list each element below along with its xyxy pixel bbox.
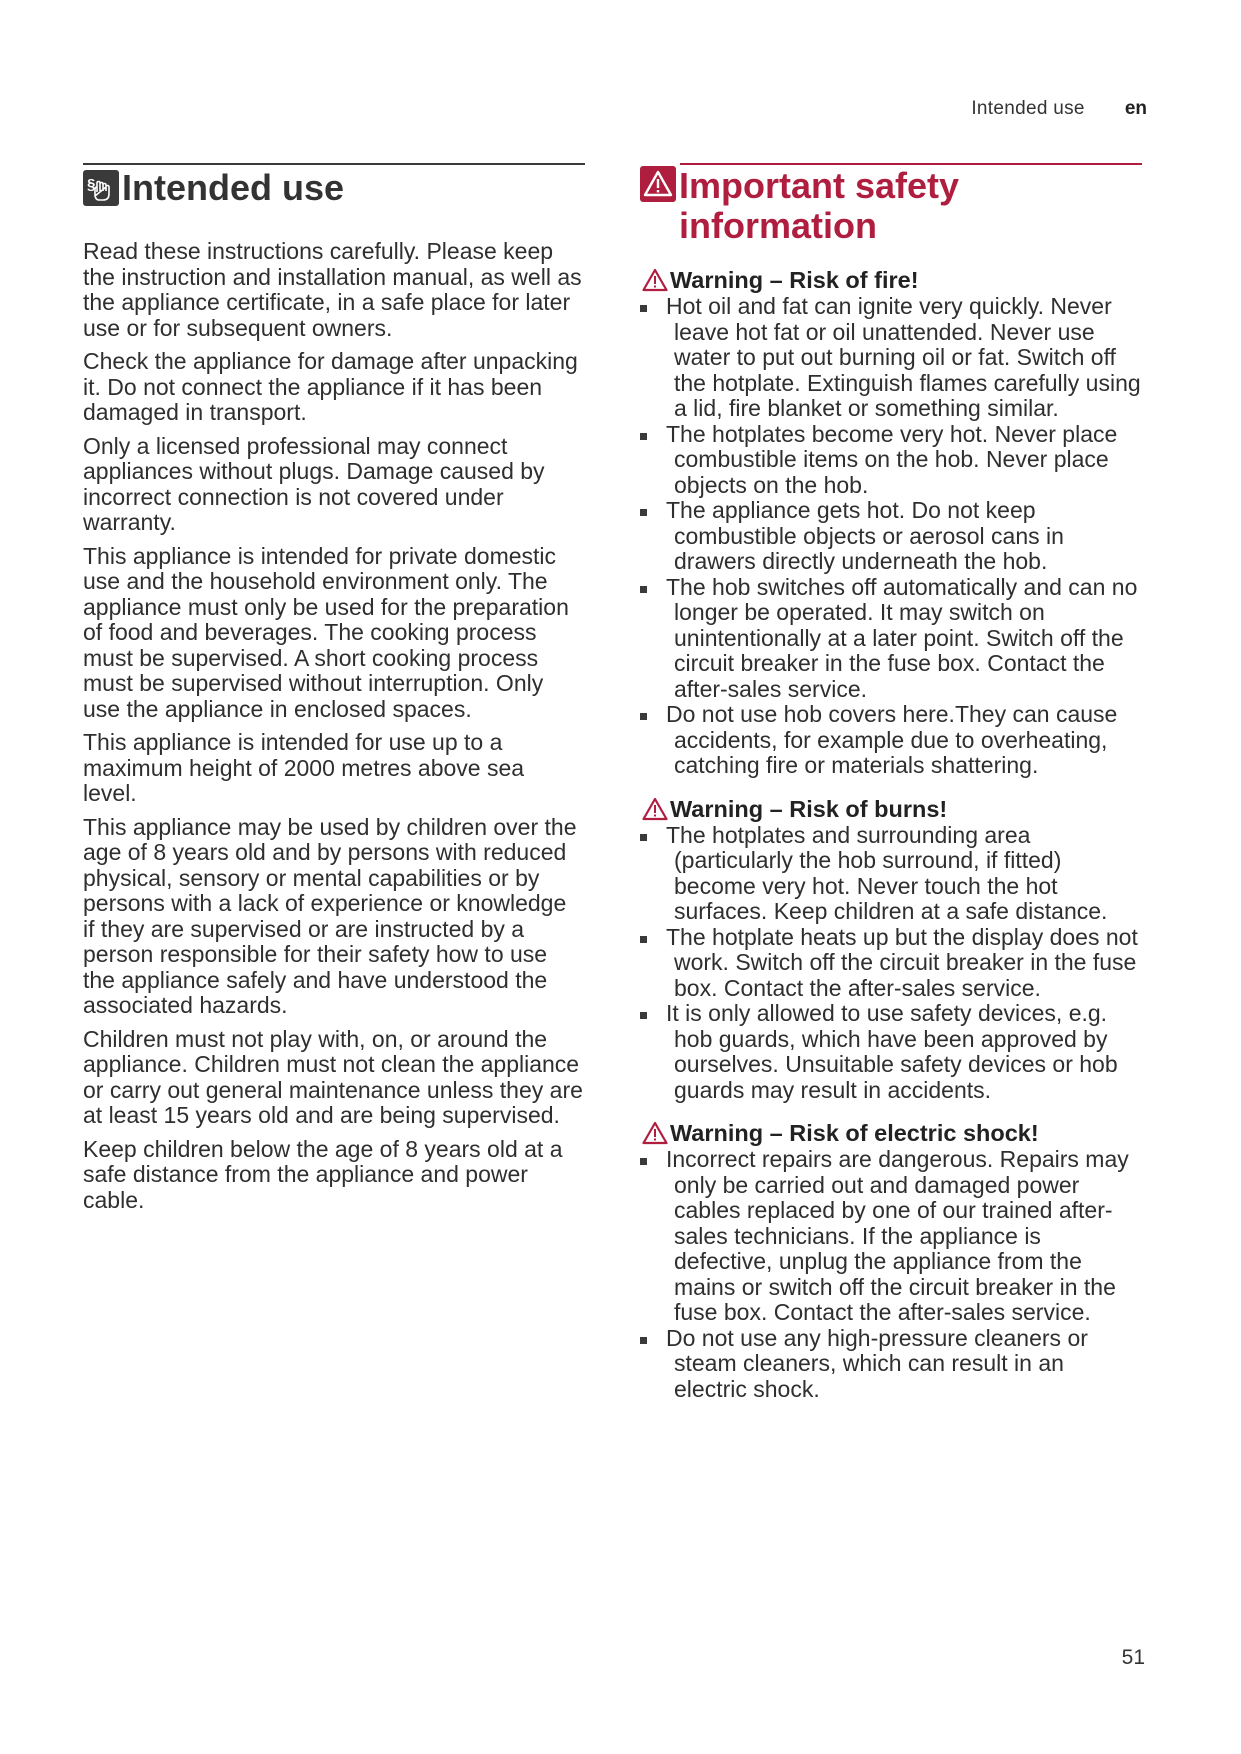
warning-title: [640, 1119, 1142, 1147]
bullet-square-icon: [640, 1337, 647, 1344]
list-item-text: It is only allowed to use safety devices, e.g. hob guards, which have been approved by ourselves. Unsuitable safety devices or hob guards may result in accidents.: [666, 1000, 1118, 1103]
list-item-text: The hob switches off automatically and can no longer be operated. It may switch on unintentionally at a later point. Switch off the circuit breaker in the fuse box. Contact the after-sales service.: [666, 573, 1138, 702]
warning-triangle-icon: [642, 268, 670, 292]
bullet-square-icon: [640, 305, 647, 312]
warning-triangle-icon: [642, 1121, 670, 1145]
warning-title: [640, 795, 1142, 823]
warning-block: [640, 1119, 1142, 1402]
warning-block: [640, 795, 1142, 1104]
warning-title-text: Warning – Risk of fire!: [670, 267, 919, 293]
language-code: en: [1124, 98, 1147, 119]
bullet-square-icon: [640, 509, 647, 516]
warning-title: [640, 266, 1142, 294]
list-item-text: The hotplates and surrounding area (particularly the hob surround, if fitted) become very hot. Never touch the hot surfaces. Keep children at a safe distance.: [666, 821, 1108, 924]
list-item: [640, 294, 1142, 422]
safety-heading: [640, 166, 1142, 246]
paragraph: Children must not play with, on, or around the appliance. Children must not clean the appliance or carry out general maintenance unless they are at least 15 years old and are being supervised.: [83, 1025, 583, 1128]
running-header-section: Intended use: [971, 98, 1085, 119]
intended-use-column: [83, 162, 583, 1221]
safety-column: [640, 162, 1142, 1402]
safety-title-line1: Important safety: [679, 165, 960, 206]
intended-use-body: [83, 239, 583, 1213]
paragraph: Only a licensed professional may connect appliances without plugs. Damage caused by incorrect connection is not covered under warranty.: [83, 432, 545, 535]
warning-items: [640, 294, 1142, 779]
warning-title-text: Warning – Risk of electric shock!: [670, 1120, 1039, 1146]
warnings-list: [640, 266, 1142, 1402]
intended-use-heading: [83, 166, 583, 210]
list-item: [640, 1001, 1142, 1103]
list-item-text: The hotplates become very hot. Never place combustible items on the hob. Never place objects on the hob.: [666, 420, 1118, 498]
paragraph: Keep children below the age of 8 years old at a safe distance from the appliance and power cable.: [83, 1135, 563, 1213]
intended-use-title: Intended use: [122, 167, 345, 208]
list-item: [640, 498, 1142, 575]
paragraph: Check the appliance for damage after unpacking it. Do not connect the appliance if it has been damaged in transport.: [83, 348, 578, 425]
list-item: [640, 823, 1142, 925]
list-item: [640, 1326, 1142, 1403]
bullet-square-icon: [640, 586, 647, 593]
list-item: [640, 1147, 1142, 1326]
list-item-text: The hotplate heats up but the display does not work. Switch off the circuit breaker in the fuse box. Contact the after-sales service.: [666, 923, 1138, 1001]
safety-title-line2: information: [679, 205, 877, 246]
svg-text:§: §: [87, 176, 96, 193]
bullet-square-icon: [640, 1012, 647, 1019]
list-item-text: The appliance gets hot. Do not keep combustible objects or aerosol cans in drawers directly underneath the hob.: [666, 497, 1064, 574]
bullet-square-icon: [640, 1158, 647, 1165]
list-item-text: Incorrect repairs are dangerous. Repairs may only be carried out and damaged power cables replaced by one of our trained after-sales technicians. If the appliance is defective, unplug the appliance from the mains or switch off the circuit breaker in the fuse box. Contact the after-sales service.: [666, 1146, 1129, 1325]
bullet-square-icon: [640, 713, 647, 720]
warning-title-text: Warning – Risk of burns!: [670, 795, 948, 822]
warning-triangle-icon: [642, 797, 670, 821]
paragraph: This appliance is intended for use up to a maximum height of 2000 metres above sea level.: [83, 729, 525, 806]
list-item-text: Do not use hob covers here.They can cause accidents, for example due to overheating, catching fire or materials shattering.: [666, 701, 1118, 778]
list-item: [640, 575, 1142, 703]
running-header: [971, 98, 1147, 120]
list-item: [640, 925, 1142, 1002]
list-item: [640, 702, 1142, 779]
paragraph: This appliance is intended for private domestic use and the household environment only. The appliance must only be used for the preparation of food and beverages. The cooking process must be supervised. A short cooking process must be supervised without interruption. Only use the appliance in enclosed spaces.: [83, 542, 569, 722]
warning-items: [640, 1147, 1142, 1402]
page-number: 51: [1121, 1646, 1145, 1669]
warning-block: [640, 266, 1142, 779]
hand-paragraph-icon: [83, 170, 119, 206]
list-item-text: Do not use any high-pressure cleaners or steam cleaners, which can result in an electric shock.: [666, 1324, 1088, 1402]
bullet-square-icon: [640, 433, 647, 440]
list-item: [640, 422, 1142, 499]
bullet-square-icon: [640, 936, 647, 943]
warning-triangle-icon: [640, 166, 676, 202]
bullet-square-icon: [640, 834, 647, 841]
paragraph: This appliance may be used by children over the age of 8 years old and by persons with reduced physical, sensory or mental capabilities or by persons with a lack of experience or knowledge if they are supervised or are instructed by a person responsible for their safety how to use the appliance safely and have understood the associated hazards.: [83, 813, 577, 1018]
list-item-text: Hot oil and fat can ignite very quickly. Never leave hot fat or oil unattended. Never use water to put out burning oil or fat. Switch off the hotplate. Extinguish flames carefully using a lid, fire blanket or something similar.: [666, 293, 1141, 421]
paragraph: Read these instructions carefully. Please keep the instruction and installation manual, as well as the appliance certificate, in a safe place for later use or for subsequent owners.: [83, 238, 582, 341]
warning-items: [640, 823, 1142, 1104]
